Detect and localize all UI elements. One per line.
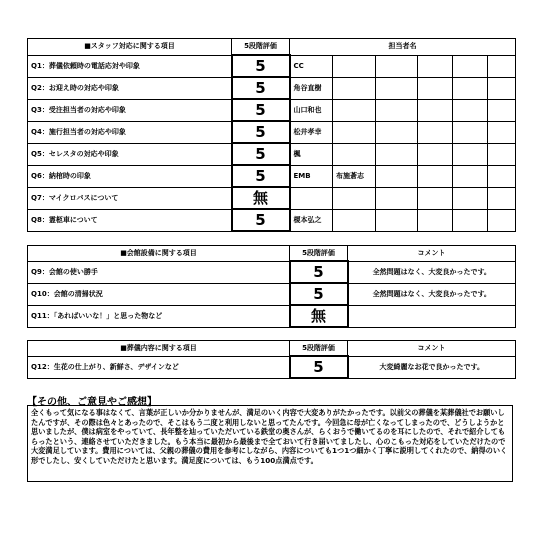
table-row [28,283,516,305]
staff-name: 角谷直樹 [290,77,333,99]
question-label: Q5：セレスタの対応や印象 [28,143,232,165]
table-row [28,356,516,378]
question-label: Q12：生花の仕上がり、新鮮さ、デザインなど [28,356,290,378]
other-comments-text: 全くもって気になる事はなくて、言葉が正しいか分かりませんが、満足のいく内容で大変ありがたかったです。以前父の葬儀を某葬儀社でお願いしたんですが、その際は色々とあったので、そこはもう二度と利用しないと思ってたんです。今回急に母が亡くなってしまったので、どうしようかと思いましたが、僕は病室をやっていて、長年整を辿っていただいている鉄堂の奥さんが、らくおうで働いてるのを耳にしたので、それで紹介してもらったという、連絡させていただきました。もう本当に最初から最後まで全ておいて行き届いてましたし、心のこもった対応をしていただけたので大変満足しています。費用については、父親の葬儀の費用を参考にしながら、内容についても1つ1つ細かく丁寧に説明してくれたので、納得のいく形でしたし、安くしていただけたと思います。満足度については、もう100点満点です。 [27,405,513,482]
staff-name-cell [453,99,488,121]
facility-section-title: ■会館設備に関する項目 [28,246,290,262]
comment-header: コメント [348,246,516,262]
staff-name-cell [453,121,488,143]
funeral-evaluation-table [27,340,516,379]
question-label: Q6：納棺時の印象 [28,165,232,187]
funeral-section-title: ■葬儀内容に関する項目 [28,341,290,357]
staff-name-cell [488,55,516,77]
score-value: 5 [232,121,290,143]
staff-name-cell [333,143,376,165]
staff-evaluation-table [27,38,516,232]
score-value: 5 [232,143,290,165]
score-value: 5 [290,356,348,378]
question-label: Q11：「あればいいな！」と思った物など [28,305,290,327]
staff-name-cell [418,209,453,231]
staff-name-cell [488,99,516,121]
staff-name-cell [453,55,488,77]
question-label: Q9：会館の使い勝手 [28,261,290,283]
rating-header: 5段階評価 [290,246,348,262]
staff-name-cell [290,187,333,209]
table-row [28,121,516,143]
staff-name: EMB [290,165,333,187]
question-label: Q8：霊柩車について [28,209,232,231]
staff-name-cell [376,143,418,165]
comment-text: 全然問題はなく、大変良かったです。 [348,283,516,305]
staff-name-cell [418,165,453,187]
staff-name-cell [418,77,453,99]
staff-name-cell [376,165,418,187]
score-value: 5 [232,165,290,187]
staff-name-cell [453,187,488,209]
staff-name-cell [333,99,376,121]
score-value: 5 [232,99,290,121]
facility-evaluation-table [27,245,516,328]
table-row [28,305,516,327]
staff-name-cell [376,99,418,121]
staff-name: CC [290,55,333,77]
staff-name-cell [488,143,516,165]
table-row [28,77,516,99]
staff-name-cell [418,121,453,143]
table-row [28,55,516,77]
staff-name-cell [488,187,516,209]
question-label: Q1：葬儀依頼時の電話応対や印象 [28,55,232,77]
staff-name: 山口和也 [290,99,333,121]
staff-name-cell [453,165,488,187]
staff-name-cell [376,209,418,231]
comment-text: 大変綺麗なお花で良かったです。 [348,356,516,378]
question-label: Q4：施行担当者の対応や印象 [28,121,232,143]
staff-name-cell [488,121,516,143]
staff-name-cell [418,99,453,121]
score-value: 5 [232,55,290,77]
other-comments-title: 【その他、ご意見やご感想】 [27,397,157,408]
staff-name-cell [333,121,376,143]
table-row [28,165,516,187]
staff-name-header: 担当者名 [290,39,516,56]
staff-name-cell [418,143,453,165]
staff-name-cell [453,143,488,165]
score-value: 5 [232,209,290,231]
table-row [28,187,516,209]
staff-name-cell [418,55,453,77]
score-value: 5 [290,283,348,305]
staff-name-cell [333,55,376,77]
question-label: Q7：マイクロバスについて [28,187,232,209]
question-label: Q10：会館の清掃状況 [28,283,290,305]
table-row [28,99,516,121]
comment-header: コメント [348,341,516,357]
staff-name-cell [453,77,488,99]
staff-section-title: ■スタッフ対応に関する項目 [28,39,232,56]
staff-name-cell [376,121,418,143]
staff-name-cell [376,187,418,209]
staff-name-cell [333,187,376,209]
staff-name-cell [333,77,376,99]
staff-name: 楓 [290,143,333,165]
staff-name-cell [418,187,453,209]
score-value: 5 [232,77,290,99]
table-row [28,261,516,283]
comment-text: 全然問題はなく、大変良かったです。 [348,261,516,283]
question-label: Q2：お迎え時の対応や印象 [28,77,232,99]
rating-header: 5段階評価 [232,39,290,56]
table-row [28,143,516,165]
staff-name-cell [453,209,488,231]
question-label: Q3：受注担当者の対応や印象 [28,99,232,121]
comment-text [348,305,516,327]
staff-name-cell [333,209,376,231]
score-value: 無 [290,305,348,327]
staff-name-cell [488,77,516,99]
staff-name: 榎本弘之 [290,209,333,231]
staff-name-cell [376,55,418,77]
staff-name: 布施蒼志 [333,165,376,187]
staff-name-cell [488,209,516,231]
table-row [28,209,516,231]
score-value: 無 [232,187,290,209]
rating-header: 5段階評価 [290,341,348,357]
score-value: 5 [290,261,348,283]
staff-name-cell [488,165,516,187]
staff-name: 松井孝幸 [290,121,333,143]
staff-name-cell [376,77,418,99]
